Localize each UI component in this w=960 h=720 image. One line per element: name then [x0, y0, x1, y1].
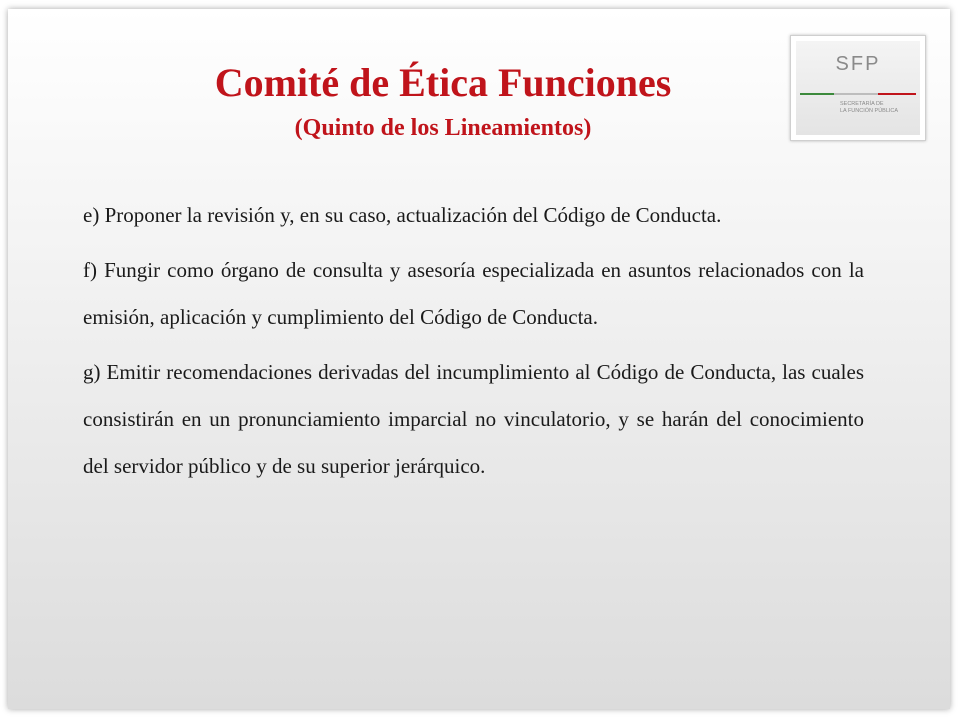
slide: [8, 9, 950, 709]
slide-body: [83, 192, 864, 498]
logo-stripes-icon: [800, 92, 918, 98]
logo-stripe-white: [834, 93, 878, 95]
logo-panel: [796, 41, 920, 135]
paragraph-e: e) Proponer la revisión y, en su caso, actualización del Código de Conducta.: [83, 203, 722, 227]
paragraph-g: g) Emitir recomendaciones derivadas del incumplimiento al Código de Conducta, las cuales consistirán en un pronunciamiento imparcial no vinculatorio, y se harán del conocimiento del servidor público y de su superior jerárquico.: [83, 360, 864, 478]
slide-title: Comité de Ética Funciones: [214, 60, 672, 105]
paragraph-f: f) Fungir como órgano de consulta y asesoría especializada en asuntos relacionados con la emisión, aplicación y cumplimiento del Código de Conducta.: [83, 258, 864, 329]
slide-subtitle: (Quinto de los Lineamientos): [294, 115, 592, 141]
logo-acronym: SFP: [835, 53, 881, 75]
logo-stripe-red: [878, 93, 916, 95]
logo-name: SECRETARÍA DE LA FUNCIÓN PÚBLICA: [840, 101, 899, 114]
logo-stripe-green: [800, 93, 834, 95]
sfp-logo: [790, 35, 926, 141]
